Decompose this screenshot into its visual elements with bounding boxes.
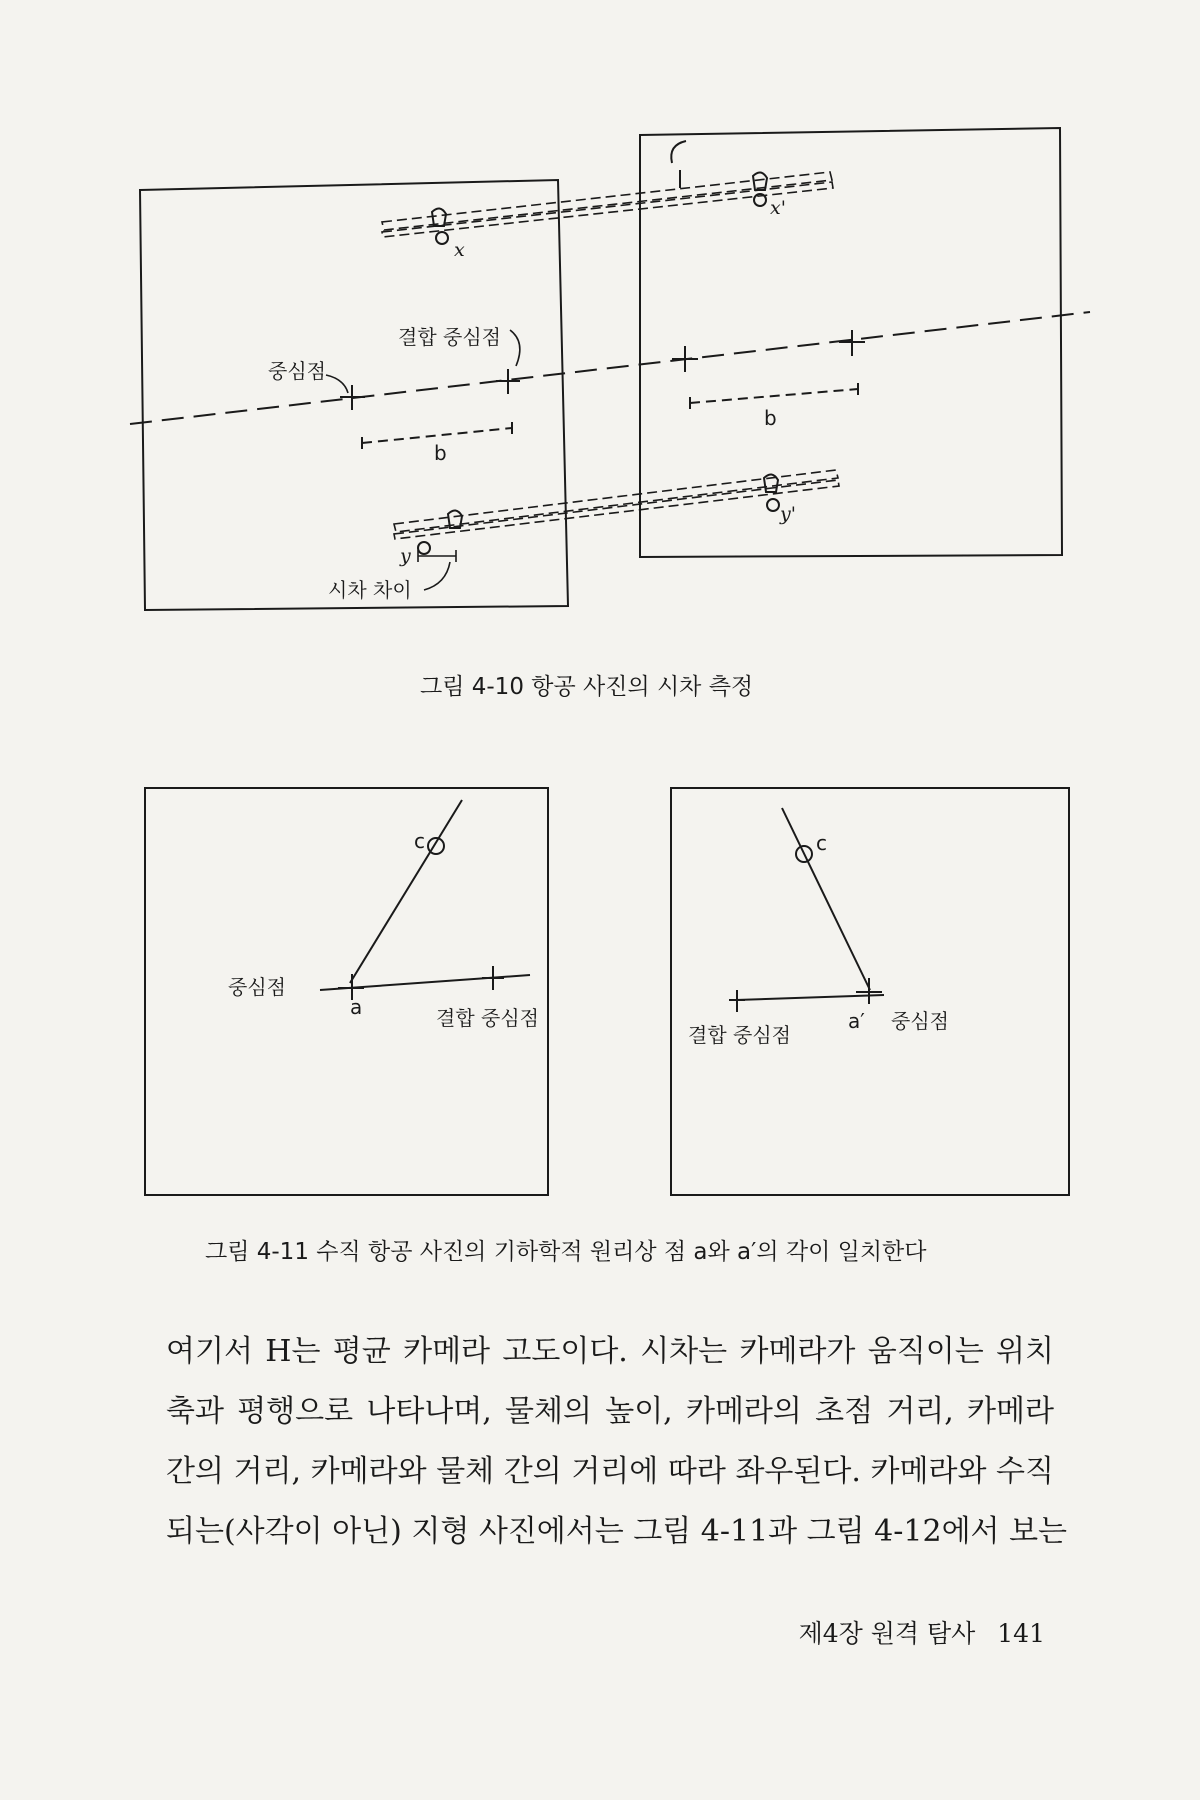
center-label: 중심점 xyxy=(268,359,326,383)
x-left-label: x xyxy=(454,239,465,261)
left-baseline-label: b xyxy=(434,441,447,465)
top-left-marker xyxy=(432,208,446,226)
fig11-left-frame xyxy=(145,788,548,1195)
right-baseline-label: b xyxy=(764,406,777,430)
bottom-scale-strip-inner xyxy=(394,480,839,539)
y-right-point xyxy=(767,499,779,511)
x-left-point xyxy=(436,232,448,244)
chapter-title: 제4장 원격 탐사 xyxy=(798,1619,976,1648)
body-line: 여기서 H는 평균 카메라 고도이다. 시차는 카메라가 움직이는 위치 xyxy=(166,1334,1054,1369)
figure-4-10-labels xyxy=(268,197,796,602)
fig11-left-c-label: c xyxy=(414,829,425,853)
fig11-left-center-label: 중심점 xyxy=(228,975,286,999)
y-left-point xyxy=(418,542,430,554)
body-line: 축과 평행으로 나타나며, 물체의 높이, 카메라의 초점 거리, 카메라 xyxy=(166,1394,1054,1429)
body-paragraph xyxy=(166,1322,1068,1562)
left-center-cross xyxy=(340,385,365,410)
combined-center-leader xyxy=(510,330,520,366)
fig11-left-combined-cross xyxy=(482,966,504,990)
fig11-right-combined-label: 결합 중심점 xyxy=(688,1023,791,1047)
y-right-label: y' xyxy=(780,503,796,525)
x-right-label: x' xyxy=(770,197,786,219)
figure-4-10-caption: 그림 4-10 항공 사진의 시차 측정 xyxy=(420,674,754,700)
page-footer xyxy=(799,1614,1045,1650)
fig11-right-combined-cross xyxy=(729,990,745,1012)
fig11-left-ray xyxy=(350,800,462,983)
combined-center-label: 결합 중심점 xyxy=(398,325,501,349)
fig11-right-c-label: c xyxy=(816,831,827,855)
figure-4-11-caption: 그림 4-11 수직 항공 사진의 기하학적 원리상 점 a와 a′의 각이 일치한다 xyxy=(205,1239,927,1265)
y-left-label: y xyxy=(400,545,411,567)
fig11-left-combined-label: 결합 중심점 xyxy=(436,1006,539,1030)
parallax-leader xyxy=(424,562,450,590)
left-photo-frame xyxy=(140,180,568,610)
right-center-cross xyxy=(839,330,865,356)
figure-4-11-labels xyxy=(228,829,949,1047)
parallax-diff-label: 시차 차이 xyxy=(328,578,412,602)
fig11-left-c-point xyxy=(428,838,444,854)
fig11-right-a-label: a′ xyxy=(848,1009,865,1033)
parallax-bracket xyxy=(418,550,456,562)
fig11-right-center-label: 중심점 xyxy=(891,1009,949,1033)
bottom-right-marker xyxy=(764,474,778,492)
body-line: 간의 거리, 카메라와 물체 간의 거리에 따라 좌우된다. 카메라와 수직 xyxy=(166,1454,1054,1489)
right-combined-center-cross xyxy=(672,346,698,372)
top-arrow xyxy=(671,141,686,188)
fig11-left-a-label: a xyxy=(350,995,363,1019)
bottom-left-marker xyxy=(448,510,462,528)
body-line: 되는(사각이 아닌) 지형 사진에서는 그림 4-11과 그림 4-12에서 보는 xyxy=(166,1514,1068,1549)
fig11-right-center-cross xyxy=(856,978,882,1004)
center-leader xyxy=(326,375,348,393)
page-number: 141 xyxy=(997,1619,1045,1648)
left-combined-center-cross xyxy=(496,369,520,394)
right-baseline xyxy=(690,389,858,403)
fig11-right-flight-line xyxy=(736,995,884,1000)
top-scale-strip xyxy=(382,172,832,230)
